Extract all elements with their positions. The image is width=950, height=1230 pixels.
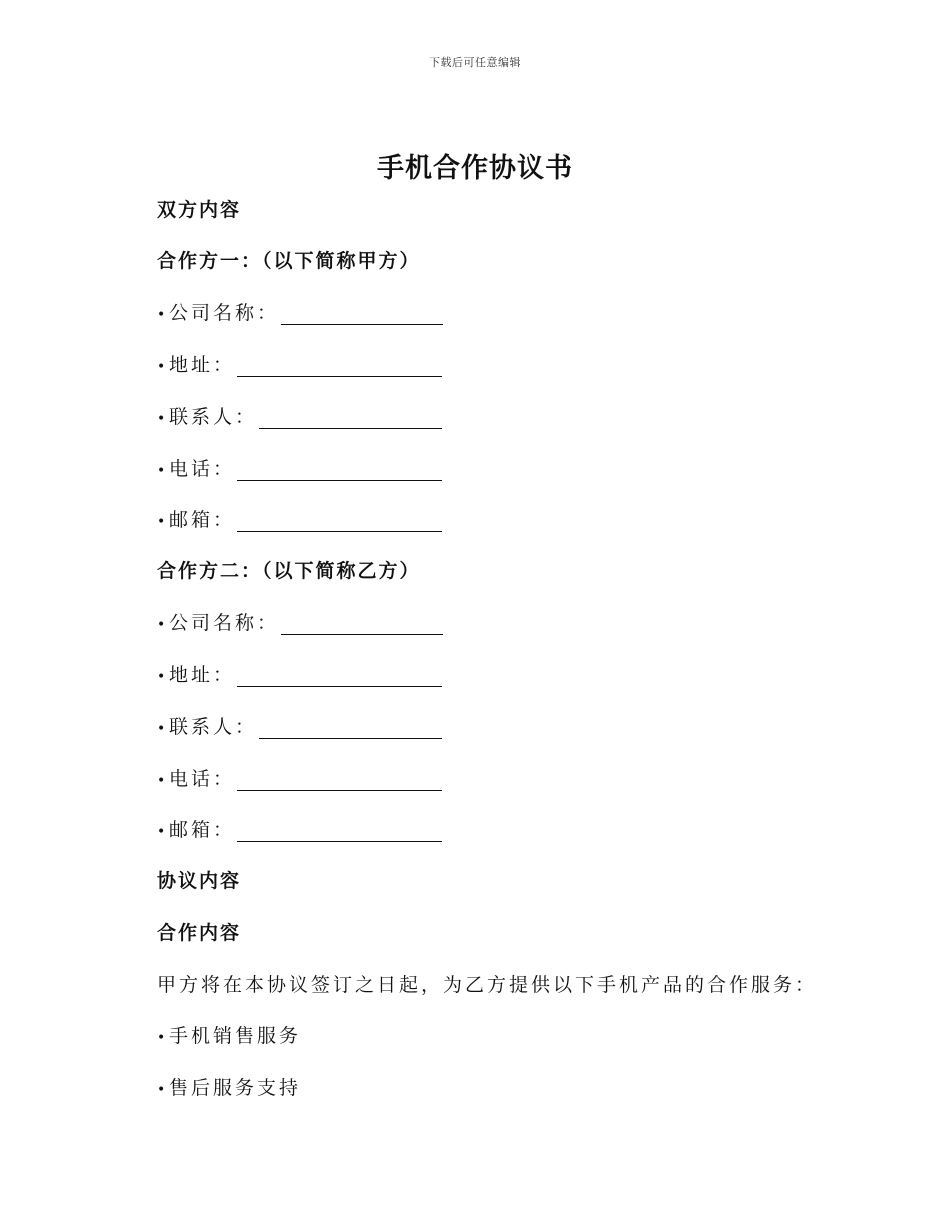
agreement-heading: 协议内容	[157, 870, 242, 892]
party-b-contact-row	[157, 712, 442, 739]
party-b-address-blank[interactable]	[237, 668, 442, 687]
cooperation-item-label: 售后服务支持	[169, 1077, 302, 1099]
document-title: 手机合作协议书	[377, 153, 573, 184]
party-b-phone-label: 电话：	[169, 768, 236, 790]
cooperation-item-label: 手机销售服务	[169, 1025, 302, 1047]
bullet-icon: •	[157, 773, 166, 789]
party-b-contact-blank[interactable]	[259, 720, 442, 739]
party-b-heading: 合作方二：（以下简称乙方）	[157, 560, 421, 582]
bullet-icon: •	[157, 617, 166, 633]
bullet-icon: •	[157, 1082, 166, 1098]
party-a-phone-label: 电话：	[169, 458, 236, 480]
party-b-address-label: 地址：	[169, 664, 236, 686]
party-a-email-row	[157, 505, 442, 532]
cooperation-intro: 甲方将在本协议签订之日起，为乙方提供以下手机产品的合作服务：	[157, 974, 818, 996]
party-b-phone-row	[157, 764, 442, 791]
party-b-email-blank[interactable]	[237, 823, 442, 842]
party-a-email-blank[interactable]	[237, 513, 442, 532]
bullet-icon: •	[157, 669, 166, 685]
party-a-phone-row	[157, 454, 442, 481]
party-b-contact-label: 联系人：	[169, 716, 258, 738]
bullet-icon: •	[157, 307, 166, 323]
party-b-email-row	[157, 815, 442, 842]
party-a-phone-blank[interactable]	[237, 462, 442, 481]
party-b-company-blank[interactable]	[281, 616, 443, 635]
party-b-phone-blank[interactable]	[237, 772, 442, 791]
party-a-contact-label: 联系人：	[169, 406, 258, 428]
party-a-address-blank[interactable]	[237, 358, 442, 377]
party-a-company-label: 公司名称：	[169, 302, 280, 324]
party-b-company-label: 公司名称：	[169, 612, 280, 634]
bullet-icon: •	[157, 1030, 166, 1046]
party-a-address-row	[157, 350, 442, 377]
party-a-contact-blank[interactable]	[259, 410, 442, 429]
bullet-icon: •	[157, 359, 166, 375]
cooperation-item	[157, 1073, 301, 1100]
bullet-icon: •	[157, 721, 166, 737]
party-a-heading: 合作方一：（以下简称甲方）	[157, 250, 421, 272]
cooperation-heading: 合作内容	[157, 922, 242, 944]
bullet-icon: •	[157, 411, 166, 427]
party-a-contact-row	[157, 402, 442, 429]
party-a-company-row	[157, 298, 443, 325]
party-a-email-label: 邮箱：	[169, 509, 236, 531]
bullet-icon: •	[157, 463, 166, 479]
party-b-email-label: 邮箱：	[169, 819, 236, 841]
bullet-icon: •	[157, 824, 166, 840]
party-a-address-label: 地址：	[169, 354, 236, 376]
party-b-address-row	[157, 660, 442, 687]
bullet-icon: •	[157, 514, 166, 530]
party-b-company-row	[157, 608, 443, 635]
parties-heading: 双方内容	[157, 199, 242, 221]
cooperation-item	[157, 1021, 301, 1048]
page-header-note: 下载后可任意编辑	[429, 56, 521, 69]
party-a-company-blank[interactable]	[281, 306, 443, 325]
